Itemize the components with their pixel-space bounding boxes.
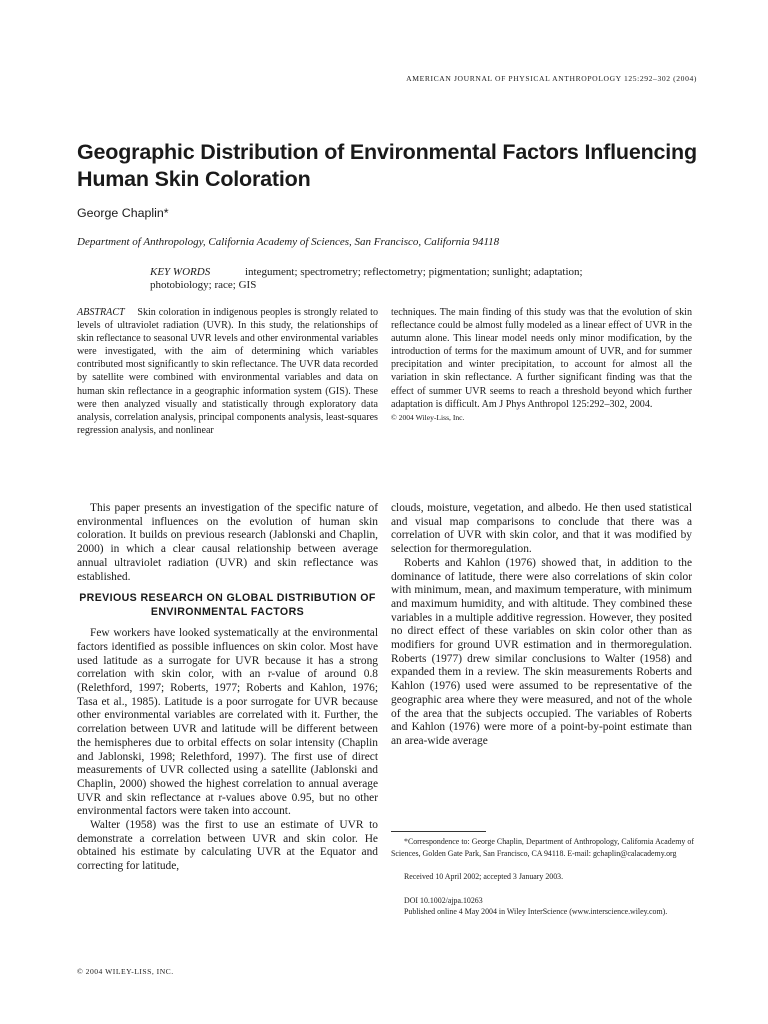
footnotes: [391, 836, 694, 918]
keywords-line-1: integument; spectrometry; reflectometry; pigmentation; sunlight; adaptation;: [245, 266, 583, 278]
abstract-text-right: techniques. The main finding of this study was that the evolution of skin reflectance could be almost fully modeled as a linear effect of UVR in the autumn alone. This linear model needs only minor modification, by the introduction of terms for the maximum amount of UVR, and for summer precipitation and winter precipitation, to account for almost all the variation in skin reflectance. A further significant finding was that the effect of summer UVR seems to reach a threshold beyond which further adaptation is difficult. Am J Phys Anthropol 125:292–302, 2004.: [391, 307, 692, 410]
doi-footnote: DOI 10.1002/ajpa.10263: [404, 895, 483, 905]
keywords-label: KEY WORDS: [150, 266, 211, 278]
abstract-text-left: Skin coloration in indigenous peoples is strongly related to levels of ultraviolet radiation (UVR). In this study, the relationships of skin reflectance to seasonal UVR levels and other environmental variables were investigated, with the aim of determining which variables contributed most significantly to skin reflectance. The UVR data recorded by satellite were combined with environmental variables and data on human skin reflectance in a geographic information system (GIS). These were then analyzed visually and statistically through exploratory data analysis, correlation analysis, principal components analysis, least-squares regression analysis, and nonlinear: [77, 307, 378, 436]
body-paragraph: Few workers have looked systematically at the environmental factors identified as possible influences on skin color. Most have used latitude as a surrogate for UVR because it has a strong correlation with skin color, with an r-value of around 0.8 (Relethford, 1997; Roberts, 1977; Roberts and Kahlon, 1976; Tasa et al., 1985). Latitude is a poor surrogate for UVR because other environmental variables are correlated with it. Further, the correlation between UVR and latitude will be different between the hemispheres due to orbital effects on solar intensity (Chaplin and Jablonski, 1998; Relethford, 1997). The first use of direct measurements of UVR collected using a satellite (Jablonski and Chaplin, 2000) showed the highest correlation to annual average UVR and skin reflectance at r-values above 0.95, but no other environmental factors were taken into account.: [77, 627, 378, 818]
footnote-divider: [391, 831, 486, 832]
section-heading: PREVIOUS RESEARCH ON GLOBAL DISTRIBUTION OF ENVIRONMENTAL FACTORS: [79, 592, 376, 618]
abstract-label: ABSTRACT: [77, 307, 125, 318]
author-affiliation: Department of Anthropology, California Academy of Sciences, San Francisco, California 94118: [77, 236, 500, 248]
article-title: Geographic Distribution of Environmental Factors Influencing Human Skin Coloration: [77, 140, 697, 191]
keywords-block: [150, 266, 698, 292]
received-footnote: Received 10 April 2002; accepted 3 January 2003.: [404, 872, 564, 882]
abstract-copyright: © 2004 Wiley-Liss, Inc.: [391, 412, 465, 422]
abstract-right-column: [391, 306, 692, 424]
author-name: George Chaplin*: [77, 206, 169, 220]
correspondence-footnote: *Correspondence to: George Chaplin, Department of Anthropology, California Academy of Sciences, Golden Gate Park, San Francisco, CA 94118. E-mail: gchaplin@calacademy.org: [391, 837, 694, 858]
intro-paragraph: This paper presents an investigation of the specific nature of environmental influences on the evolution of human skin coloration. It builds on previous research (Jablonski and Chaplin, 2000) in which a clear causal relationship between average annual ultraviolet radiation (UVR) and skin reflectance was established.: [77, 502, 378, 583]
body-paragraph: Walter (1958) was the first to use an estimate of UVR to demonstrate a correlation between UVR and skin color. He obtained his estimate by calculating UVR at the Equator and correcting for latitude,: [77, 819, 378, 873]
body-paragraph: Roberts and Kahlon (1976) showed that, in addition to the dominance of latitude, there were also correlations of skin color with minimum, mean, and maximum temperature, with minimum and maximum humidity, and with altitude. They combined these variables in a multiple additive regression. However, they posited no direct effect of these variables on skin color other than as modifiers for ground UVR estimation and in thermoregulation. Roberts (1977) drew similar conclusions to Walter (1958) and expanded them in a review. The skin measurements Roberts and Kahlon (1976) used were assumed to be representative of the geographic area where they were measured, and not of the whole of the area that the subjects occupied. The variables of Roberts and Kahlon (1976) were more of a point-by-point estimate than an area-wide average: [391, 556, 692, 747]
journal-header: AMERICAN JOURNAL OF PHYSICAL ANTHROPOLOGY 125:292–302 (2004): [406, 74, 697, 83]
body-paragraph: clouds, moisture, vegetation, and albedo. He then used statistical and visual map comparisons to conclude that there was a correlation of UVR with skin color, and that it was modified by selection for thermoregulation.: [391, 502, 692, 556]
keywords-line-2: photobiology; race; GIS: [150, 279, 257, 291]
body-left-column: [77, 502, 378, 874]
published-footnote: Published online 4 May 2004 in Wiley InterScience (www.interscience.wiley.com).: [404, 907, 668, 917]
abstract-left-column: [77, 306, 378, 437]
footer-copyright: © 2004 WILEY-LISS, INC.: [77, 967, 174, 976]
body-right-column: [391, 502, 692, 749]
